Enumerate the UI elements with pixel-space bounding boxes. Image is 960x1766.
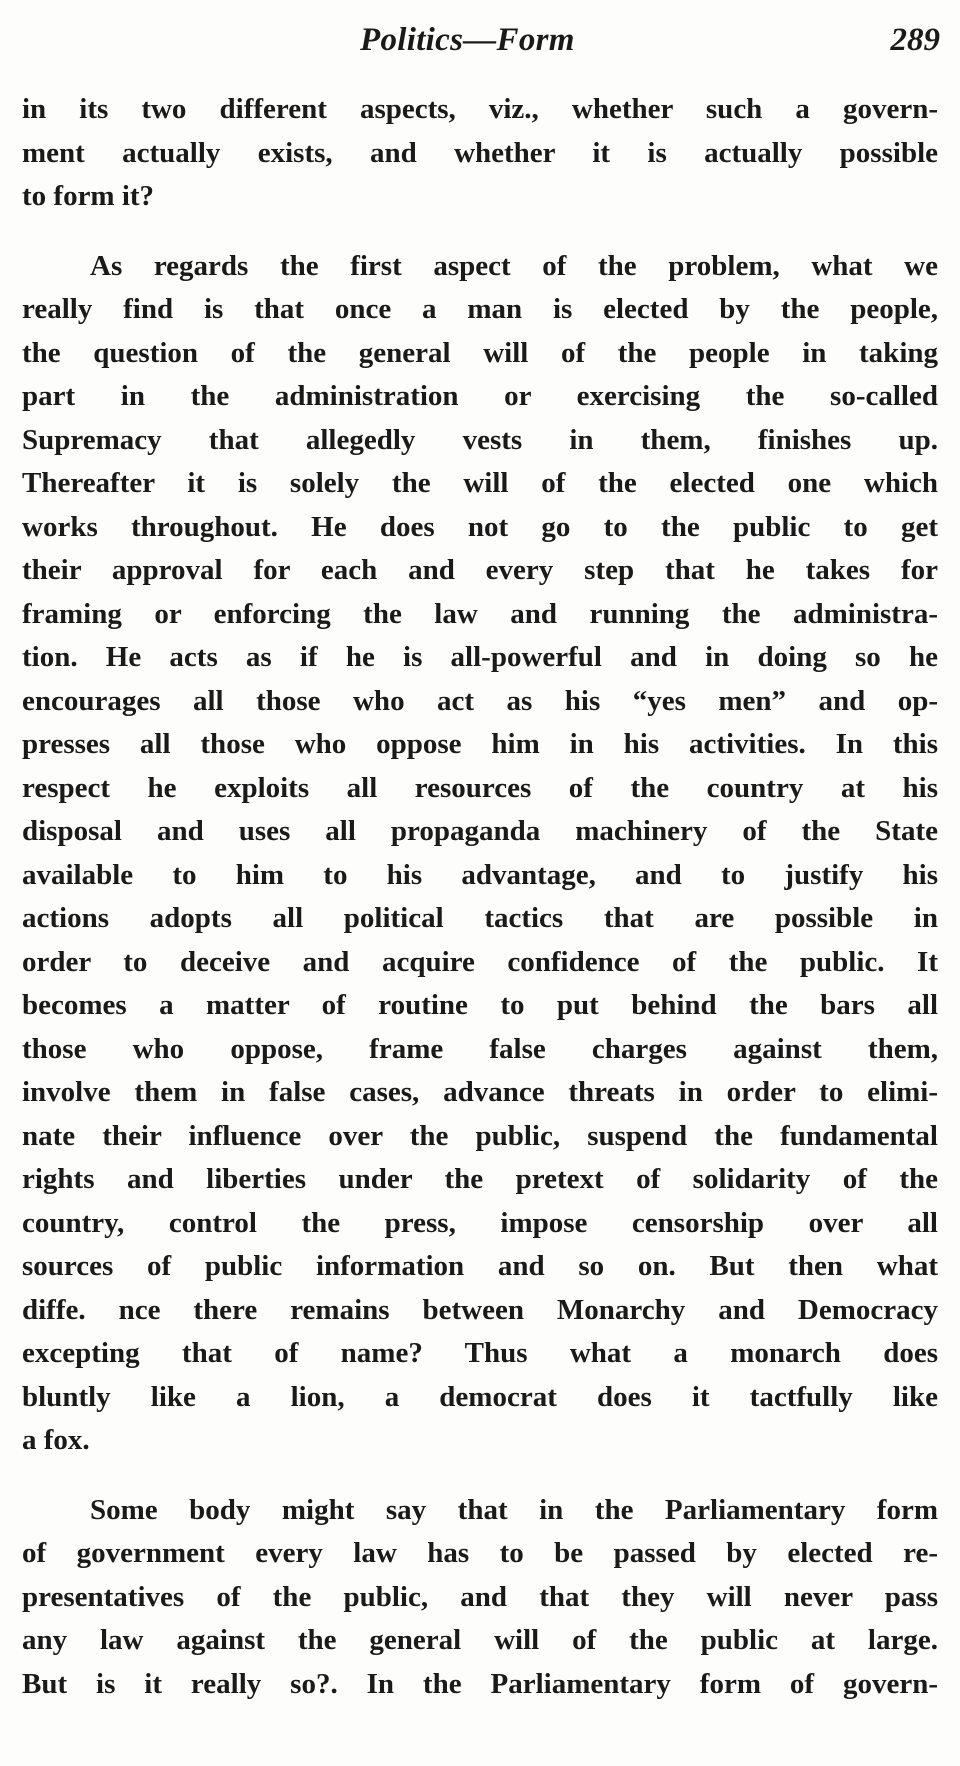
- text-line: Some body might say that in the Parliamentary form: [90, 1493, 938, 1526]
- text-line: becomes a matter of routine to put behind the bars all: [22, 989, 938, 1021]
- text-line: Thereafter it is solely the will of the elected one which: [22, 467, 938, 499]
- text-line: respect he exploits all resources of the country at his: [22, 771, 938, 804]
- text-line: order to deceive and acquire confidence of the public. It: [22, 945, 938, 978]
- text-line: the question of the general will of the people in taking: [22, 336, 938, 369]
- text-line: part in the administration or exercising the so-called: [22, 380, 938, 412]
- text-line: those who oppose, frame false charges against them,: [22, 1032, 938, 1065]
- page-number: 289: [890, 22, 940, 58]
- text-line: ment actually exists, and whether it is actually possible: [22, 136, 938, 169]
- text-line: Supremacy that allegedly vests in them, finishes up.: [22, 423, 938, 456]
- text-line: works throughout. He does not go to the public to get: [22, 510, 938, 543]
- text-line: excepting that of name? Thus what a monarch does: [22, 1337, 938, 1369]
- paragraph-gap: [22, 1463, 938, 1489]
- text-line: rights and liberties under the pretext of solidarity of the: [22, 1163, 938, 1195]
- paragraph: [22, 245, 938, 1463]
- paragraph-gap: [22, 219, 938, 245]
- text-line: encourages all those who act as his “yes men” and op-: [22, 684, 938, 717]
- paragraph: [22, 1489, 938, 1707]
- text-line: But is it really so?. In the Parliamentary form of govern-: [22, 1667, 938, 1700]
- text-line: really find is that once a man is elected by the people,: [22, 293, 938, 325]
- body-text: [22, 88, 938, 1706]
- text-line: diffe. nce there remains between Monarchy and Democracy: [22, 1293, 938, 1326]
- text-line: country, control the press, impose censorship over all: [22, 1206, 938, 1239]
- text-line: involve them in false cases, advance threats in order to elimi-: [22, 1076, 938, 1108]
- running-head: [0, 18, 960, 68]
- text-line: bluntly like a lion, a democrat does it tactfully like: [22, 1380, 938, 1413]
- text-line: their approval for each and every step that he takes for: [22, 554, 938, 586]
- text-line: sources of public information and so on. But then what: [22, 1250, 938, 1282]
- text-line: nate their influence over the public, suspend the fundamental: [22, 1119, 938, 1152]
- text-line: to form it?: [22, 180, 155, 212]
- text-line: any law against the general will of the public at large.: [22, 1624, 938, 1656]
- text-line: presentatives of the public, and that they will never pass: [22, 1580, 938, 1613]
- text-line: presses all those who oppose him in his activities. In this: [22, 728, 938, 760]
- text-line: actions adopts all political tactics that are possible in: [22, 902, 938, 934]
- text-line: framing or enforcing the law and running the administra-: [22, 597, 938, 630]
- text-line: disposal and uses all propaganda machinery of the State: [22, 815, 938, 847]
- paragraph: [22, 88, 938, 219]
- text-line: in its two different aspects, viz., whether such a govern-: [22, 93, 938, 125]
- text-line: a fox.: [22, 1424, 90, 1456]
- running-title: Politics—Form: [360, 22, 575, 58]
- text-line: As regards the first aspect of the problem, what we: [90, 249, 938, 282]
- text-line: available to him to his advantage, and to justify his: [22, 858, 938, 891]
- text-line: of government every law has to be passed by elected re-: [22, 1537, 938, 1569]
- text-line: tion. He acts as if he is all-powerful and in doing so he: [22, 641, 938, 673]
